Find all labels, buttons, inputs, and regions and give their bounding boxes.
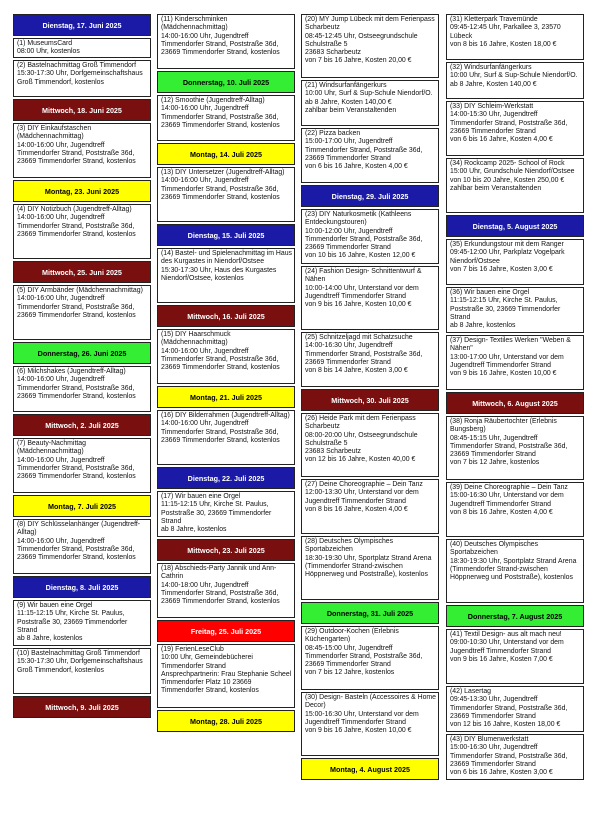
day-header: Freitag, 25. Juli 2025 [157,620,295,642]
event-entry: (4) DIY Notizbuch (Jugendtreff-Alltag) 14:00-16:00 Uhr, Jugendtreff Timmendorfer Strand, Poststraße 36d, 23669 Timmendorfer Strand, kostenlos [13,204,151,259]
event-entry: (43) DIY Blumenwerkstatt 15:00-16:30 Uhr, Jugendtreff Timmendorfer Strand, Poststraße 36d, 23669 Timmendorfer Strand von 6 bis 16 Jahre, Kosten 3,00 € [446,734,584,780]
event-calendar-grid [13,14,584,811]
event-entry: (18) Abschieds-Party Jannik und Ann-Cathrin 14:00-18:00 Uhr, Jugendtreff Timmendorfer Strand, Poststraße 36d, 23669 Timmendorfer Strand, kostenlos [157,563,295,618]
day-header: Montag, 21. Juli 2025 [157,386,295,408]
day-header: Dienstag, 5. August 2025 [446,215,584,237]
day-header: Dienstag, 15. Juli 2025 [157,224,295,246]
event-entry: (17) Wir bauen eine Orgel 11:15-12:15 Uhr, Kirche St. Paulus, Poststraße 30, 23669 Timmendorfer Strand ab 8 Jahre, kostenlos [157,491,295,537]
day-header: Mittwoch, 16. Juli 2025 [157,305,295,327]
day-header: Mittwoch, 2. Juli 2025 [13,414,151,436]
event-entry: (42) Lasertag 09:45-13:30 Uhr, Jugendtreff Timmendorfer Strand, Poststraße 36d, 23669 Timmendorfer Strand von 12 bis 16 Jahre, Kosten 18,00 € [446,686,584,732]
day-header: Mittwoch, 23. Juli 2025 [157,539,295,561]
event-entry: (19) FerienLeseClub 10:00 Uhr, Gemeindebücherei Timmendorfer Strand Ansprechpartnerin: Frau Stephanie Scheel Timmendorfer Platz 10 23669 Timmendorfer Strand, kostenlos [157,644,295,708]
event-entry: (39) Deine Choreographie – Dein Tanz 15:00-16:30 Uhr, Unterstand vor dem Jugendtreff Timmendorfer Strand von 8 bis 16 Jahre, Kosten 4,00 € [446,482,584,537]
day-header: Mittwoch, 25. Juni 2025 [13,261,151,283]
event-entry: (28) Deutsches Olympisches Sportabzeichen 18:30-19:30 Uhr, Sportplatz Strand Arena (Timmendorfer Strand-zwischen Höppnerweg und Poststraße), kostenlos [301,536,439,600]
event-entry: (25) Schnitzeljagd mit Schatzsuche 14:00-16:30 Uhr, Jugendtreff Timmendorfer Strand, Poststraße 36d, 23669 Timmendorfer Strand von 8 bis 14 Jahre, Kosten 3,00 € [301,332,439,387]
event-entry: (11) Kinderschminken (Mädchennachmittag) 14:00-16:00 Uhr, Jugendtreff Timmendorfer Strand, Poststraße 36d, 23669 Timmendorfer Strand, kostenlos [157,14,295,69]
day-header: Mittwoch, 18. Juni 2025 [13,99,151,121]
event-entry: (5) DIY Armbänder (Mädchennachmittag) 14:00-16:00 Uhr, Jugendtreff Timmendorfer Strand, Poststraße 36d, 23669 Timmendorfer Strand, kostenlos [13,285,151,340]
event-entry: (15) DIY Haarschmuck (Mädchennachmittag) 14:00-16:00 Uhr, Jugendtreff Timmendorfer Strand, Poststraße 36d, 23669 Timmendorfer Strand, kostenlos [157,329,295,384]
day-header: Donnerstag, 7. August 2025 [446,605,584,627]
event-entry: (24) Fashion Design- Schnittentwurf & Nähen 10:00-14:00 Uhr, Unterstand vor dem Jugendtreff Timmendorfer Strand von 9 bis 16 Jahre, Kosten 10,00 € [301,266,439,330]
event-entry: (41) Textil Design- aus alt mach neu! 09:00-10:30 Uhr, Unterstand vor dem Jugendtreff Timmendorfer Strand von 9 bis 16 Jahre, Kosten 7,00 € [446,629,584,684]
event-entry: (23) DIY Naturkosmetik (Kathleens Entdeckungstouren) 10:00-12:00 Uhr, Jugendtreff Timmendorfer Strand, Poststraße 36d, 23669 Timmendorfer Strand von 10 bis 16 Jahre, Kosten 12,00 € [301,209,439,264]
calendar-column-4 [446,14,584,782]
event-entry: (30) Design- Basteln (Accessoires & Home Decor) 15:00-16:30 Uhr, Unterstand vor dem Jugendtreff Timmendorfer Strand von 9 bis 16 Jahre, Kosten 10,00 € [301,692,439,756]
event-entry: (13) DIY Untersetzer (Jugendtreff-Alltag) 14:00-16:00 Uhr, Jugendtreff Timmendorfer Strand, Poststraße 36d, 23669 Timmendorfer Strand, kostenlos [157,167,295,222]
event-entry: (6) Milchshakes (Jugendtreff-Alltag) 14:00-16:00 Uhr, Jugendtreff Timmendorfer Strand, Poststraße 36d, 23669 Timmendorfer Strand, kostenlos [13,366,151,412]
event-entry: (22) Pizza backen 15:00-17:00 Uhr, Jugendtreff Timmendorfer Strand, Poststraße 36d, 23669 Timmendorfer Strand von 6 bis 16 Jahre, Kosten 4,00 € [301,128,439,183]
event-entry: (3) DIY Einkaufstaschen (Mädchennachmittag) 14:00-16:00 Uhr, Jugendtreff Timmendorfer Strand, Poststraße 36d, 23669 Timmendorfer Strand, kostenlos [13,123,151,178]
event-entry: (36) Wir bauen eine Orgel 11:15-12:15 Uhr, Kirche St. Paulus, Poststraße 30, 23669 Timmendorfer Strand ab 8 Jahre, kostenlos [446,287,584,333]
event-entry: (20) MY Jump Lübeck mit dem Ferienpass Scharbeutz 08:45-12:45 Uhr, Ostseegrundschule Schulstraße 5 23683 Scharbeutz von 7 bis 16 Jahre, Kosten 20,00 € [301,14,439,78]
event-entry: (35) Erkundungstour mit dem Ranger 09:45-12:00 Uhr, Parkplatz Vogelpark Niendorf/Ostsee von 7 bis 16 Jahre, Kosten 3,00 € [446,239,584,285]
day-header: Dienstag, 17. Juni 2025 [13,14,151,36]
calendar-column-2 [157,14,295,734]
event-entry: (16) DIY Bilderrahmen (Jugendtreff-Alltag) 14:00-16:00 Uhr, Jugendtreff Timmendorfer Strand, Poststraße 36d, 23669 Timmendorfer Strand, kostenlos [157,410,295,465]
day-header: Mittwoch, 30. Juli 2025 [301,389,439,411]
event-entry: (32) Windsurfanfängerkurs 10:00 Uhr, Surf & Sup-Schule Niendorf/O. ab 8 Jahre, Kosten 140,00 € [446,62,584,99]
event-entry: (40) Deutsches Olympisches Sportabzeichen 18:30-19:30 Uhr, Sportplatz Strand Arena (Timmendorfer Strand-zwischen Höppnerweg und Poststraße), kostenlos [446,539,584,603]
day-header: Montag, 28. Juli 2025 [157,710,295,732]
day-header: Dienstag, 29. Juli 2025 [301,185,439,207]
day-header: Dienstag, 22. Juli 2025 [157,467,295,489]
event-entry: (26) Heide Park mit dem Ferienpass Scharbeutz 08:00-20:00 Uhr, Ostseegrundschule Schulstraße 5 23683 Scharbeutz von 12 bis 16 Jahre, Kosten 40,00 € [301,413,439,477]
event-entry: (14) Bastel- und Spielenachmittag im Haus des Kurgastes in Niendorf/Ostsee 15:30-17:30 Uhr, Haus des Kurgastes Niendorf/Ostsee, kostenlos [157,248,295,303]
calendar-column-1 [13,14,151,720]
day-header: Donnerstag, 26. Juni 2025 [13,342,151,364]
event-entry: (38) Ronja Räubertochter (Erlebnis Bungsberg) 08:45-15:15 Uhr, Jugendtreff Timmendorfer Strand, Poststraße 36d, 23669 Timmendorfer Strand von 7 bis 12 Jahre, kostenlos [446,416,584,480]
day-header: Mittwoch, 9. Juli 2025 [13,696,151,718]
event-entry: (12) Smoothie (Jugendtreff-Alltag) 14:00-16:00 Uhr, Jugendtreff Timmendorfer Strand, Poststraße 36d, 23669 Timmendorfer Strand, kostenlos [157,95,295,141]
event-entry: (31) Kletterpark Travemünde 09:45-12:45 Uhr, Parkallee 3, 23570 Lübeck von 8 bis 16 Jahre, Kosten 18,00 € [446,14,584,60]
event-entry: (9) Wir bauen eine Orgel 11:15-12:15 Uhr, Kirche St. Paulus, Poststraße 30, 23669 Timmendorfer Strand ab 8 Jahre, kostenlos [13,600,151,646]
day-header: Donnerstag, 10. Juli 2025 [157,71,295,93]
day-header: Montag, 23. Juni 2025 [13,180,151,202]
event-entry: (27) Deine Choreographie – Dein Tanz 12:00-13:30 Uhr, Unterstand vor dem Jugendtreff Timmendorfer Strand von 8 bis 16 Jahre, Kosten 4,00 € [301,479,439,534]
event-entry: (2) Bastelnachmittag Groß Timmendorf 15:30-17:30 Uhr, Dorfgemeinschaftshaus Groß Timmendorf, kostenlos [13,60,151,97]
event-entry: (8) DIY Schlüsselanhänger (Jugendtreff-Alltag) 14:00-16:00 Uhr, Jugendtreff Timmendorfer Strand, Poststraße 36d, 23669 Timmendorfer Strand, kostenlos [13,519,151,574]
event-entry: (10) Bastelnachmittag Groß Timmendorf 15:30-17:30 Uhr, Dorfgemeinschaftshaus Groß Timmendorf, kostenlos [13,648,151,694]
event-entry: (21) Windsurfanfängerkurs 10:00 Uhr, Surf & Sup-Schule Niendorf/O. ab 8 Jahre, Kosten 140,00 € zahlbar beim Veranstaltenden [301,80,439,126]
event-entry: (1) MuseumsCard 08:00 Uhr, kostenlos [13,38,151,58]
day-header: Dienstag, 8. Juli 2025 [13,576,151,598]
event-entry: (37) Design- Textiles Werken "Weben & Nähen" 13:00-17:00 Uhr, Unterstand vor dem Jugendtreff Timmendorfer Strand von 9 bis 16 Jahre, Kosten 10,00 € [446,335,584,390]
event-entry: (33) DIY Schleim-Werkstatt 14:00-15:30 Uhr, Jugendtreff Timmendorfer Strand, Poststraße 36d, 23669 Timmendorfer Strand von 6 bis 16 Jahre, Kosten 4,00 € [446,101,584,156]
day-header: Montag, 7. Juli 2025 [13,495,151,517]
day-header: Montag, 4. August 2025 [301,758,439,780]
event-entry: (34) Rockcamp 2025- School of Rock 15:00 Uhr, Grundschule Niendorf/Ostsee von 10 bis 20 Jahre, Kosten 250,00 € zahlbar beim Veranstaltenden [446,158,584,213]
calendar-column-3 [301,14,439,782]
event-entry: (7) Beauty-Nachmittag (Mädchennachmittag) 14:00-16:00 Uhr, Jugendtreff Timmendorfer Strand, Poststraße 36d, 23669 Timmendorfer Strand, kostenlos [13,438,151,493]
day-header: Montag, 14. Juli 2025 [157,143,295,165]
day-header: Donnerstag, 31. Juli 2025 [301,602,439,624]
event-entry: (29) Outdoor-Kochen (Erlebnis Küchengarten) 08:45-15:00 Uhr, Jugendtreff Timmendorfer Strand, Poststraße 36d, 23669 Timmendorfer Strand von 7 bis 12 Jahre, kostenlos [301,626,439,690]
day-header: Mittwoch, 6. August 2025 [446,392,584,414]
